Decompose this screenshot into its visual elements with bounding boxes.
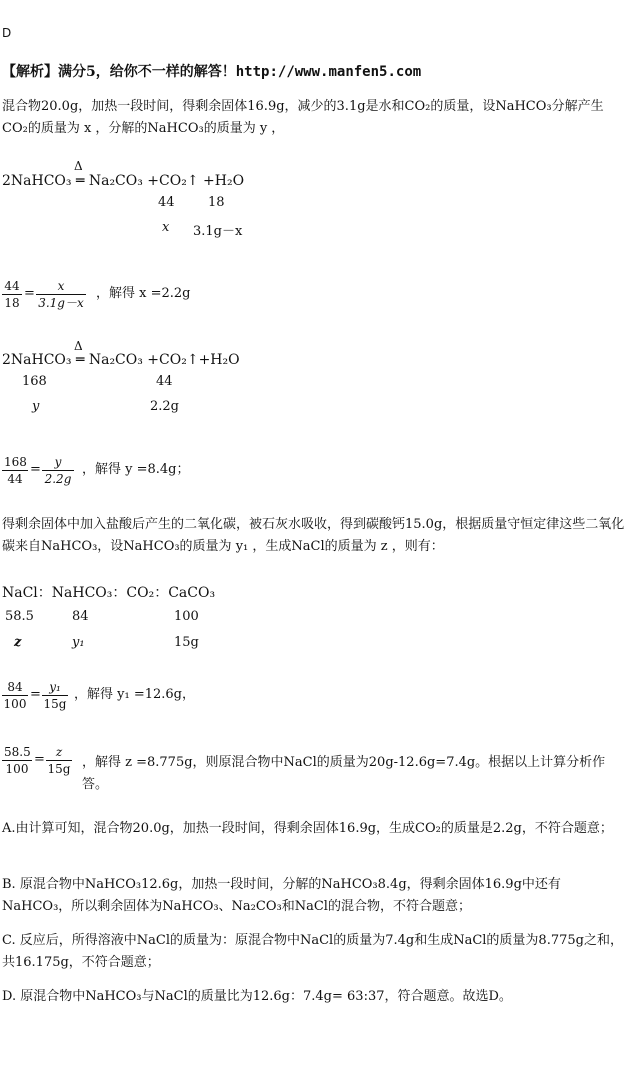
- option-c: C. 反应后，所得溶液中NaCl的质量为：原混合物中NaCl的质量为7.4g和生成NaCl的质量为8.775g之和，共16.175g，不符合题意；: [2, 933, 623, 970]
- header-label: 【解析】满分5，给你不一样的解答！: [2, 64, 236, 80]
- option-a: A.由计算可知，混合物20.0g，加热一段时间，得剩余固体16.9g，生成CO₂的质量是2.2g，不符合题意；: [2, 821, 613, 836]
- fraction-84-100: $\frac{84}{100}$: [3, 680, 27, 711]
- equals-sign: =: [30, 687, 41, 702]
- header-url: http://www.manfen5.com: [235, 64, 422, 80]
- solve-text-3: ，解得 y₁ =12.6g，: [74, 687, 195, 702]
- eq1-row1-co2: 44: [158, 195, 175, 210]
- solve-text-1: ，解得 x =2.2g: [96, 286, 191, 301]
- calcium-carbonate-paragraph: 得剩余固体中加入盐酸后产生的二氧化碳，被石灰水吸收，得到碳酸钙15.0g，根据质量守恒定律这些二氧化碳来自NaHCO₃，设NaHCO₃的质量为 y₁ ，生成NaCl的质量为 z ，则有：: [2, 517, 625, 554]
- ratio-row2-nahco3: y₁: [72, 635, 85, 650]
- option-d: D. 原混合物中NaHCO₃与NaCl的质量比为12.6g：7.4g= 63:37，符合题意。故选D。: [2, 989, 512, 1004]
- reaction-2: 2NaHCO₃ ═ Na₂CO₃ +CO₂↑+H₂O: [2, 352, 240, 368]
- solution-header: [2, 61, 421, 83]
- fraction-168-44: $\frac{168}{44}$: [4, 455, 27, 486]
- eq1-row2-co2: x: [162, 220, 170, 235]
- ratio-row1-nahco3: 84: [72, 609, 89, 624]
- fraction-x-over-mass: $\frac{x}{3.1g-x}$: [36, 279, 86, 310]
- delta-symbol: Δ: [74, 339, 83, 353]
- equals-sign: =: [24, 286, 35, 301]
- ratio-row2-nacl: z: [14, 635, 22, 650]
- ratio-row1-caco3: 100: [174, 609, 199, 624]
- delta-symbol: Δ: [74, 159, 83, 173]
- eq2-row1-nahco3: 168: [22, 374, 47, 389]
- ratio-header: NaCl：NaHCO₃：CO₂：CaCO₃: [2, 585, 216, 601]
- ratio-row1-nacl: 58.5: [5, 609, 34, 624]
- equals-sign: =: [30, 462, 41, 477]
- eq2-row2-co2: 2.2g: [150, 399, 179, 414]
- fraction-y1-over-15g: $\frac{\text{y₁}}{15g}$: [43, 680, 67, 711]
- eq2-row1-co2: 44: [156, 374, 173, 389]
- fraction-58.5-100: $\frac{58.5}{100}$: [4, 745, 31, 776]
- reaction-1: 2NaHCO₃ ═ Na₂CO₃ +CO₂↑ +H₂O: [2, 173, 245, 189]
- eq1-row2-h2o: 3.1g－x: [193, 224, 243, 239]
- equals-sign: =: [34, 752, 45, 767]
- answer-letter: D: [2, 26, 12, 40]
- eq1-row1-h2o: 18: [208, 195, 225, 210]
- fraction-y-over-mass: $\frac{y}{2.2g}$: [42, 455, 74, 486]
- option-b: B. 原混合物中NaHCO₃12.6g，加热一段时间，分解的NaHCO₃8.4g，得剩余固体16.9g中还有NaHCO₃，所以剩余固体为NaHCO₃、Na₂CO₃和NaCl的混合物，不符合题意；: [2, 877, 561, 914]
- fraction-44-18: $\frac{44}{18}$: [2, 279, 22, 310]
- intro-paragraph: 混合物20.0g，加热一段时间，得剩余固体16.9g，减少的3.1g是水和CO₂的质量，设NaHCO₃分解产生CO₂的质量为 x ，分解的NaHCO₃的质量为 y ，: [2, 99, 604, 136]
- solve-text-2: ，解得 y =8.4g；: [82, 462, 190, 477]
- eq2-row2-nahco3: y: [32, 399, 40, 414]
- solve-text-4: ，解得 z =8.775g，则原混合物中NaCl的质量为20g-12.6g=7.4g。根据以上计算分析作答。: [82, 755, 606, 792]
- fraction-z-over-15g: $\frac{z}{15g}$: [47, 745, 71, 776]
- ratio-row2-caco3: 15g: [174, 635, 199, 650]
